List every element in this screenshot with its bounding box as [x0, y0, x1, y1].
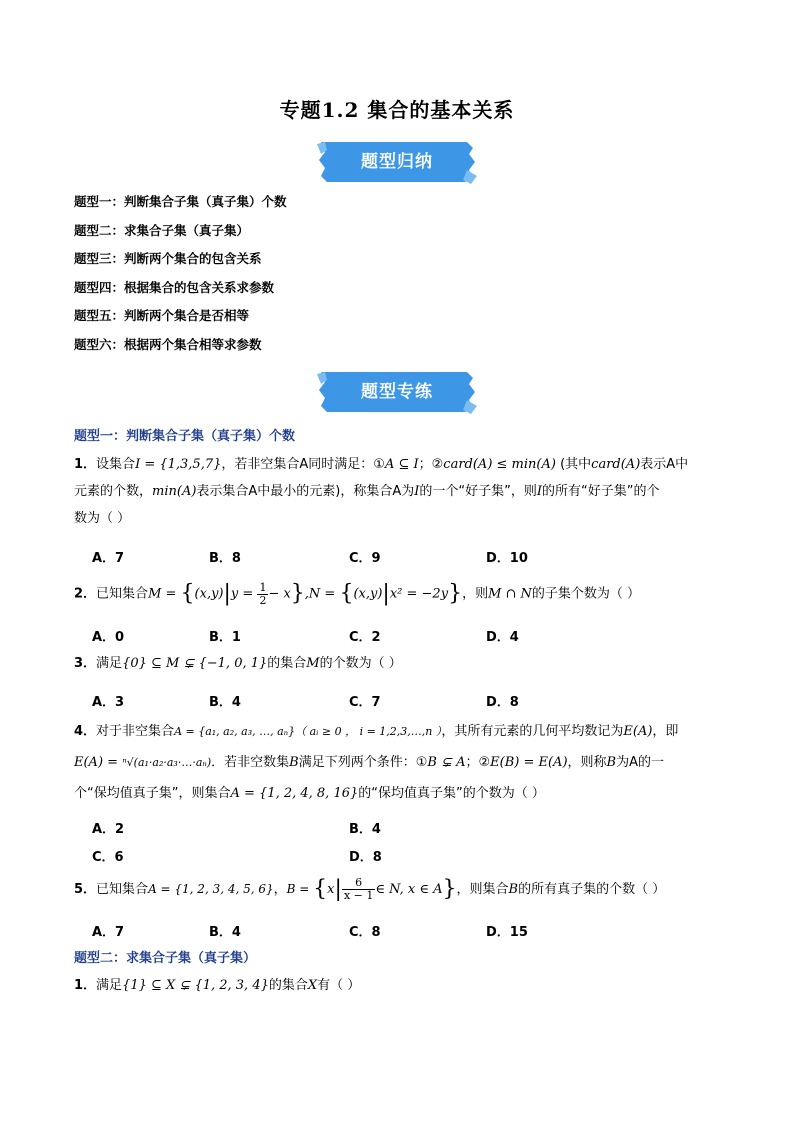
q-text: ；② [418, 457, 444, 472]
topic-item: 题型四：根据集合的包含关系求参数 [74, 279, 275, 295]
topic-list [74, 193, 287, 365]
fraction [257, 582, 268, 607]
q-text: 有（ ） [317, 978, 361, 993]
q-math: I [536, 484, 543, 499]
topic-item: 题型二：求集合子集（真子集） [74, 222, 250, 238]
fraction [342, 877, 375, 902]
q-text: ，则 [462, 586, 489, 602]
banner-summary-label: 题型归纳 [361, 152, 433, 172]
q-text: 的所有“好子集”的个 [542, 484, 660, 499]
q-math: B [606, 755, 617, 770]
q-math: (x,y) [353, 586, 383, 602]
q-math: B [508, 882, 519, 897]
q-text: 数为（ ） [74, 511, 131, 526]
q-math: ,N = [304, 586, 340, 602]
section-heading: 题型二：求集合子集（真子集） [74, 951, 257, 966]
page-title: 专题1.2 集合的基本关系 [279, 98, 515, 122]
section-heading: 题型一：判断集合子集（真子集）个数 [74, 429, 296, 444]
q-math: B [289, 755, 299, 770]
topic-item: 题型一：判断集合子集（真子集）个数 [74, 194, 287, 209]
q-math: I = {1,3,5,7} [135, 457, 222, 472]
question-2: 2．已知集合M = {(x,y)|y = $\frac{1}{2}$ − x},N = {(x,y)|x² = −2y}，则M ∩ N的子集个数为（ ） [74, 580, 641, 607]
q-math: X [307, 978, 318, 993]
q-math: x² = −2y [389, 586, 449, 602]
q-math: （ aᵢ ≥ 0 ， i = 1,2,3,…,n ） [295, 725, 442, 738]
frac-num: 6 [342, 877, 375, 890]
question-number: 5． [74, 882, 97, 897]
frac-den: x − 1 [343, 889, 374, 902]
q-math: B = [286, 882, 314, 896]
q-math: M [148, 586, 162, 602]
q-text: 的个数为（ ） [319, 656, 402, 671]
q-math: card(A) [591, 457, 641, 472]
q-text: 已知集合 [96, 882, 149, 897]
q-text: 元素的个数， [74, 484, 153, 499]
question-1 [74, 451, 734, 532]
option-b[interactable]: B．4 [209, 695, 241, 710]
option-b[interactable]: B．8 [209, 551, 241, 566]
option-a[interactable]: A．0 [92, 630, 125, 645]
option-a[interactable]: A．3 [92, 695, 125, 710]
q-math: = [161, 586, 181, 602]
option-d[interactable]: D．15 [486, 925, 528, 940]
q-math: ∈ N, x ∈ A [375, 882, 443, 897]
option-d[interactable]: D．4 [486, 630, 519, 645]
q-text: 个“保均值真子集”，则集合 [74, 786, 231, 801]
option-b[interactable]: B．1 [209, 630, 241, 645]
q-text: 的“保均值真子集”的个数为（ ） [358, 786, 545, 801]
q-math: card(A) ≤ min(A) [443, 457, 556, 472]
q-text: 满足下列两个条件：① [298, 755, 428, 770]
q-math: I [414, 484, 420, 499]
q-text: 已知集合 [96, 586, 149, 602]
q-text: (其中 [555, 457, 592, 472]
question-number: 1． [74, 978, 97, 993]
q-math: − x [268, 586, 291, 602]
topic-item: 题型六：根据两个集合相等求参数 [74, 336, 262, 352]
option-c[interactable]: C．6 [92, 850, 124, 865]
option-a[interactable]: A．2 [92, 822, 125, 837]
q-text: ， [273, 882, 287, 897]
question-4 [74, 716, 734, 809]
topic-item: 题型三：判断两个集合的包含关系 [74, 251, 262, 267]
q-text: ，若非空集合A同时满足：① [221, 457, 385, 472]
q-text: 表示A中 [640, 457, 689, 472]
banner-practice [317, 370, 477, 414]
q-math: (x,y) [194, 586, 224, 602]
option-d[interactable]: D．10 [486, 551, 528, 566]
q-text: ．若非空数集 [211, 755, 290, 770]
q-math: x [327, 882, 335, 897]
q-math: {0} ⊆ M ⊊ {−1, 0, 1} [122, 656, 268, 671]
q-text: 设集合 [96, 457, 136, 472]
question-6 [74, 972, 734, 999]
q-text: ，则集合 [456, 882, 509, 897]
q-text: 表示集合A中最小的元素)，称集合A为 [196, 484, 415, 499]
q-math: y = [230, 586, 258, 602]
option-c[interactable]: C．9 [349, 551, 381, 566]
q-math: min(A) [152, 484, 197, 499]
q-math: B ⊊ A [427, 755, 466, 770]
q-text: 满足 [96, 656, 123, 671]
question-number: 3． [74, 656, 97, 671]
q-text: ，其所有元素的几何平均数记为 [441, 724, 624, 739]
frac-num: 1 [259, 580, 267, 594]
q-math: ⁿ√(a₁·a₂·a₃·…·aₙ) [122, 756, 212, 769]
q-math: A = {1, 2, 4, 8, 16} [230, 786, 359, 801]
frac-den: 2 [259, 593, 267, 607]
q-math: M ∩ N [488, 586, 532, 602]
option-c[interactable]: C．7 [349, 695, 381, 710]
q-text: 的子集个数为（ ） [531, 586, 641, 602]
option-d[interactable]: D．8 [486, 695, 519, 710]
q-text: ；② [465, 755, 491, 770]
q-text: 满足 [96, 978, 123, 993]
question-3 [74, 650, 734, 677]
q-text: 的一个“好子集”，则 [419, 484, 537, 499]
q-math: A = {a₁, a₂, a₃, …, aₙ} [174, 725, 296, 738]
q-text: 的所有真子集的个数（ ） [518, 882, 666, 897]
q-math: A ⊆ I [384, 457, 419, 472]
q-math: A = {1, 2, 3, 4, 5, 6} [148, 882, 274, 896]
q-text: ，即 [652, 724, 679, 739]
option-a[interactable]: A．7 [92, 551, 125, 566]
q-text: 为A的一 [616, 755, 665, 770]
option-c[interactable]: C．8 [349, 925, 381, 940]
option-b[interactable]: B．4 [209, 925, 241, 940]
question-number: 4． [74, 724, 97, 739]
q-math: E(A) [623, 724, 653, 739]
q-text: 对于非空集合 [96, 724, 175, 739]
q-text: 的集合 [267, 656, 307, 671]
q-math: E(A) = [74, 755, 123, 770]
q-math: M [306, 656, 320, 671]
q-math: E(B) = E(A) [490, 755, 568, 770]
banner-practice-label: 题型专练 [361, 382, 433, 402]
question-5: 5．已知集合A = {1, 2, 3, 4, 5, 6}，B = {x| $\frac{6}{x - 1}$ ∈ N, x ∈ A}，则集合B的所有真子集的个数（ ） [74, 876, 666, 902]
option-a[interactable]: A．7 [92, 925, 125, 940]
option-c[interactable]: C．2 [349, 630, 381, 645]
option-b[interactable]: B．4 [349, 822, 381, 837]
topic-item: 题型五：判断两个集合是否相等 [74, 308, 250, 324]
option-d[interactable]: D．8 [349, 850, 382, 865]
question-number: 1． [74, 457, 97, 472]
question-number: 2． [74, 586, 97, 602]
q-text: 的集合 [268, 978, 308, 993]
q-math: {1} ⊆ X ⊊ {1, 2, 3, 4} [122, 978, 269, 993]
q-text: ，则称 [567, 755, 607, 770]
banner-summary [317, 140, 477, 184]
